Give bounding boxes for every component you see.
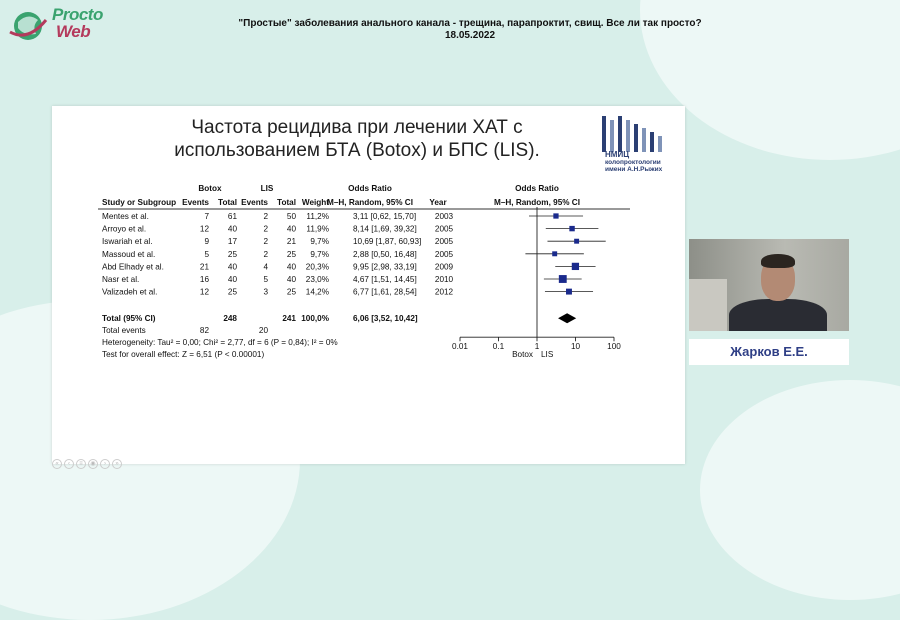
column-header-total-lis: Total [277, 198, 296, 207]
forest-plot [52, 106, 685, 464]
column-header-weight: Weight [301, 198, 329, 207]
video-cabinet [689, 279, 727, 331]
study-ci: 4,67 [1,51, 14,45] [353, 275, 417, 284]
study-weight: 20,3% [305, 262, 329, 272]
header-title: "Простые" заболевания анального канала - трещина, парапроктит, свищ. Все ли так просто? [238, 18, 702, 29]
nav-menu-icon[interactable]: ≡ [76, 459, 86, 469]
study-events-botox: 16 [199, 275, 209, 284]
study-events-lis: 3 [263, 287, 268, 297]
study-total-lis: 25 [286, 249, 296, 259]
study-total-lis: 25 [286, 287, 296, 297]
column-header-events-botox: Events [182, 198, 209, 207]
speaker-video [689, 239, 849, 331]
slide-title-line2: использованием БТА (Botox) и БПС (LIS). [174, 140, 540, 161]
study-point-marker [566, 289, 572, 295]
study-name: Nasr et al. [102, 275, 140, 284]
study-ci: 10,69 [1,87, 60,93] [353, 237, 422, 247]
x-axis-tick-label: 10 [570, 342, 581, 352]
study-ci: 6,77 [1,61, 28,54] [353, 287, 417, 297]
brand-line2: Web [56, 22, 91, 41]
study-total-botox: 17 [227, 237, 237, 247]
study-weight: 23,0% [305, 275, 329, 284]
total-botox: 248 [223, 314, 237, 324]
study-name: Valizadeh et al. [102, 287, 158, 297]
brand-line1: Procto [52, 5, 103, 24]
study-total-lis: 21 [286, 237, 296, 247]
study-events-lis: 4 [263, 262, 268, 272]
favours-left-label: Botox [512, 350, 533, 360]
total-ci: 6,06 [3,52, 10,42] [353, 314, 418, 324]
study-events-botox: 12 [199, 287, 209, 297]
group-header-botox: Botox [198, 184, 222, 193]
study-events-lis: 2 [263, 224, 268, 234]
column-header-study: Study or Subgroup [102, 198, 177, 207]
study-events-botox: 12 [199, 224, 209, 234]
x-axis-tick-label: 0.01 [452, 342, 468, 352]
speaker-hair [761, 254, 795, 268]
study-total-botox: 40 [227, 262, 237, 272]
total-events-lis: 20 [258, 326, 268, 336]
study-events-lis: 2 [263, 237, 268, 247]
study-name: Abd Elhady et al. [102, 262, 164, 272]
study-events-lis: 5 [263, 275, 268, 284]
column-header-year: Year [429, 198, 447, 207]
nav-next-icon[interactable]: › [100, 459, 110, 469]
study-year: 2005 [434, 224, 454, 234]
nmic-line1: НМИЦ [605, 150, 630, 159]
group-header-lis: LIS [260, 184, 274, 193]
study-point-marker [572, 263, 579, 270]
study-total-botox: 40 [227, 275, 237, 284]
group-header-odds-ratio: Odds Ratio [348, 184, 392, 193]
total-label: Total (95% CI) [102, 314, 156, 324]
study-year: 2005 [434, 237, 454, 247]
nmic-line3: имени А.Н.Рыжих [605, 166, 663, 173]
nav-prev-icon[interactable]: ‹ [64, 459, 74, 469]
study-total-botox: 61 [227, 212, 237, 221]
study-weight: 9,7% [310, 237, 329, 247]
x-axis-tick-label: 100 [607, 342, 621, 352]
study-ci: 3,11 [0,62, 15,70] [353, 212, 417, 221]
nav-last-icon[interactable]: » [112, 459, 122, 469]
study-total-botox: 40 [227, 224, 237, 234]
background-wave [700, 380, 900, 600]
brand-wordmark [52, 6, 103, 40]
presentation-slide [52, 106, 685, 464]
study-events-lis: 2 [263, 249, 268, 259]
study-total-lis: 40 [286, 262, 296, 272]
total-weight: 100,0% [301, 314, 329, 324]
study-total-lis: 40 [286, 224, 296, 234]
favours-right-label: LIS [541, 350, 554, 360]
study-name: Iswariah et al. [102, 237, 153, 247]
study-ci: 9,95 [2,98, 33,19] [353, 262, 417, 272]
study-point-marker [553, 213, 558, 218]
speaker-name-tag: Жарков Е.Е. [689, 339, 849, 365]
column-header-plot-ci: M–H, Random, 95% CI [494, 198, 580, 207]
study-point-marker [574, 239, 579, 244]
x-axis-tick-label: 1 [534, 342, 540, 352]
study-name: Massoud et al. [102, 249, 156, 259]
study-year: 2009 [434, 262, 454, 272]
total-events-botox: 82 [199, 326, 209, 336]
nav-first-icon[interactable]: « [52, 459, 62, 469]
study-name: Arroyo et al. [102, 224, 147, 234]
study-ci: 8,14 [1,69, 39,32] [353, 224, 417, 234]
slide-navigation [52, 452, 124, 467]
study-total-botox: 25 [227, 287, 237, 297]
speaker-body [729, 299, 827, 331]
study-events-botox: 21 [199, 262, 209, 272]
total-diamond [558, 313, 576, 323]
study-weight: 11,9% [306, 224, 329, 234]
nmic-line2: колопроктологии [605, 159, 661, 166]
study-events-lis: 2 [263, 212, 268, 221]
nav-view-icon[interactable]: ◉ [88, 459, 98, 469]
group-header-odds-ratio-plot: Odds Ratio [515, 184, 559, 193]
study-total-botox: 25 [227, 249, 237, 259]
study-year: 2010 [434, 275, 454, 284]
heterogeneity-text: Heterogeneity: Tau² = 0,00; Chi² = 2,77, df = 6 (P = 0,84); I² = 0% [102, 338, 338, 348]
study-weight: 11,2% [306, 212, 329, 221]
study-weight: 9,7% [310, 249, 329, 259]
column-header-ci: M–H, Random, 95% CI [327, 198, 413, 207]
study-year: 2005 [434, 249, 454, 259]
x-axis-tick-label: 0.1 [492, 342, 505, 352]
presentation-header [180, 18, 760, 42]
study-weight: 14,2% [305, 287, 329, 297]
study-events-botox: 7 [204, 212, 209, 221]
study-events-botox: 9 [204, 237, 209, 247]
study-point-marker [559, 275, 567, 283]
study-total-lis: 40 [286, 275, 296, 284]
column-header-events-lis: Events [241, 198, 268, 207]
study-year: 2003 [434, 212, 454, 221]
study-total-lis: 50 [286, 212, 296, 221]
study-year: 2012 [434, 287, 454, 297]
total-lis: 241 [282, 314, 296, 324]
column-header-total-botox: Total [218, 198, 237, 207]
study-name: Mentes et al. [102, 212, 149, 221]
study-events-botox: 5 [204, 249, 209, 259]
study-point-marker [569, 226, 574, 231]
header-date: 18.05.2022 [444, 30, 496, 41]
study-ci: 2,88 [0,50, 16,48] [353, 249, 417, 259]
overall-effect-text: Test for overall effect: Z = 6,51 (P < 0.00001) [102, 350, 265, 360]
total-events-label: Total events [102, 326, 146, 336]
study-point-marker [552, 251, 557, 256]
slide-title-line1: Частота рецидива при лечении ХАТ с [191, 117, 523, 138]
